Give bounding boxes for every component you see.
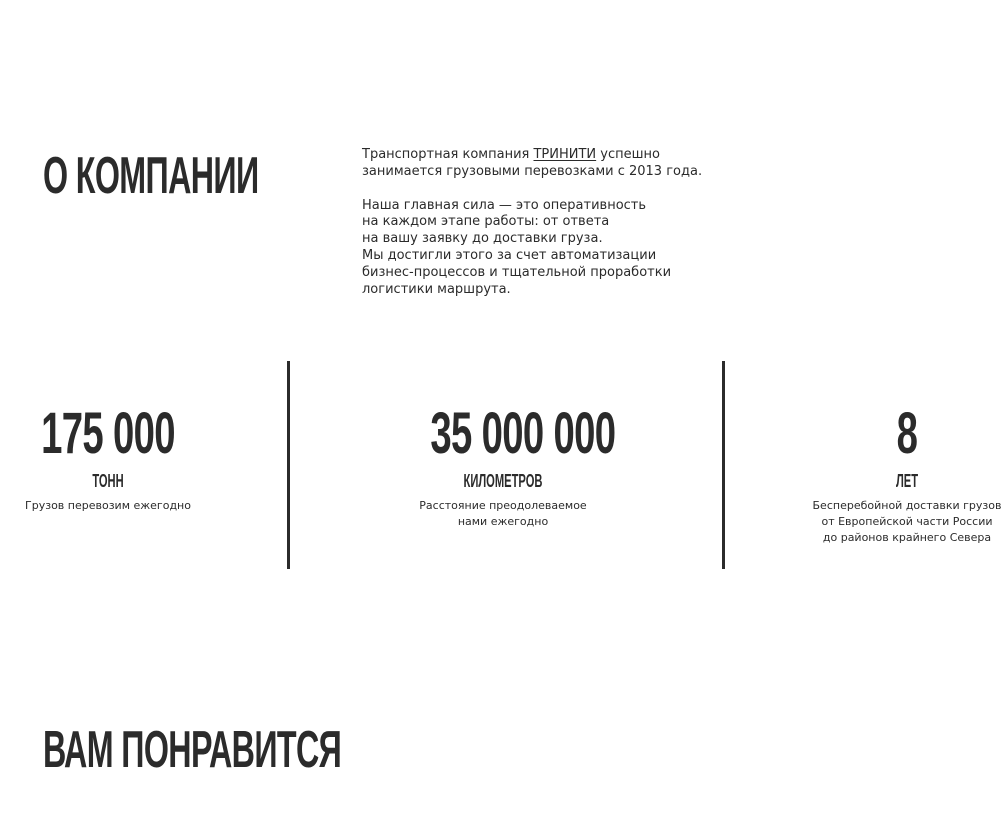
stat-number: 8 xyxy=(896,401,918,466)
recommend-heading: ВАМ ПОНРАВИТСЯ xyxy=(43,721,342,779)
about-heading: О КОМПАНИИ xyxy=(43,147,259,205)
stat-tons xyxy=(0,401,218,514)
about-strength: Наша главная сила — это оперативность на каждом этапе работы: от ответа на вашу заявку до доставки груза. Мы достигли этого за счет автоматизации бизнес-процессов и тщательной проработки логистики маршрута. xyxy=(362,197,672,297)
stat-unit: ТОНН xyxy=(92,471,124,491)
stat-kilometers xyxy=(393,401,616,530)
stat-number: 175 000 xyxy=(41,401,175,466)
about-intro xyxy=(362,147,762,181)
stat-unit: КИЛОМЕТРОВ xyxy=(463,471,543,491)
stats-divider xyxy=(287,361,290,569)
brand-link[interactable]: ТРИНИТИ xyxy=(533,147,597,162)
about-description xyxy=(362,147,762,298)
stat-caption: Бесперебойной доставки грузов от Европейской части России до районов крайнего Севера xyxy=(812,499,1002,544)
stat-years xyxy=(797,401,1008,546)
stat-caption: Расстояние преодолеваемое нами ежегодно xyxy=(419,499,587,528)
stat-number: 35 000 000 xyxy=(430,401,616,466)
about-intro-end: успешно занимается грузовыми перевозками с 2013 года. xyxy=(362,147,703,179)
about-intro-start: Транспортная компания xyxy=(362,147,534,162)
stats-divider xyxy=(722,361,725,569)
stat-unit: ЛЕТ xyxy=(895,471,919,491)
stat-caption: Грузов перевозим ежегодно xyxy=(25,499,191,512)
